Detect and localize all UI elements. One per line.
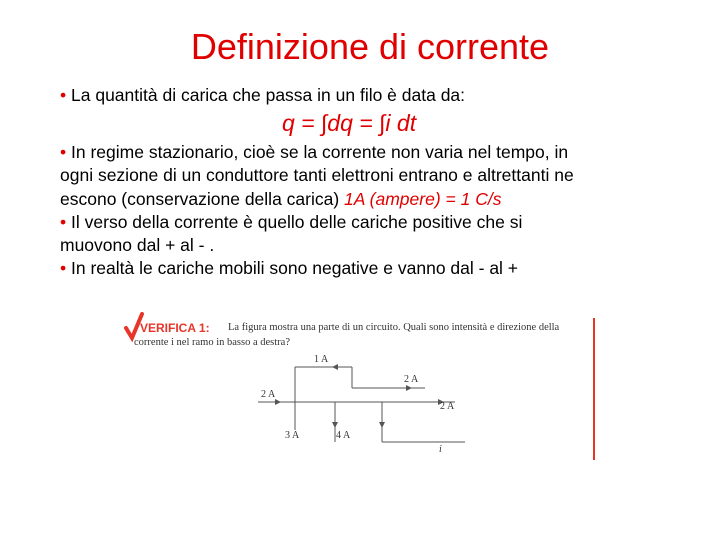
bullet-3-text-1: Il verso della corrente è quello delle cariche positive che si xyxy=(71,211,523,232)
bullet-marker: • xyxy=(60,85,67,105)
verifica-figure xyxy=(120,310,600,460)
label-3a: 3 A xyxy=(285,430,300,441)
question-line-2: corrente i nel ramo in basso a destra? xyxy=(134,337,290,348)
arrow-icon xyxy=(275,399,281,405)
label-2a-upper: 2 A xyxy=(404,374,419,385)
bullet-marker: • xyxy=(60,211,67,232)
bullet-2-line-2: ogni sezione di un conduttore tanti elettroni entrano e altrettanti ne xyxy=(60,165,574,186)
bullet-marker: • xyxy=(60,142,67,162)
arrow-icon xyxy=(332,364,338,370)
label-1a: 1 A xyxy=(314,354,329,365)
bullet-2-text-3: escono (conservazione della carica) xyxy=(60,188,345,209)
ampere-definition: 1A (ampere) = 1 C/s xyxy=(344,188,502,209)
verifica-heading: VERIFICA 1: xyxy=(140,321,210,335)
question-line-1: La figura mostra una parte di un circuito. Quali sono intensità e direzione della xyxy=(228,322,560,333)
label-2a-right: 2 A xyxy=(440,401,455,412)
bullet-4-text: In realtà le cariche mobili sono negative e vanno dal - al + xyxy=(71,258,519,279)
bullet-list xyxy=(60,141,700,281)
circuit-diagram xyxy=(120,310,600,460)
label-i: i xyxy=(439,444,442,455)
bullet-3-line-1 xyxy=(60,211,700,234)
bullet-2-text-1: In regime stazionario, cioè se la corrente non varia nel tempo, in xyxy=(71,142,569,162)
arrow-icon xyxy=(379,422,385,428)
arrow-icon xyxy=(406,385,412,391)
arrow-icon xyxy=(332,422,338,428)
label-4a: 4 A xyxy=(336,430,351,441)
bullet-1 xyxy=(60,84,465,107)
bullet-3-line-2: muovono dal + al - . xyxy=(60,235,215,256)
current-formula: q = ∫dq = ∫i dt xyxy=(282,110,417,136)
bullet-2-line-3 xyxy=(60,188,700,211)
bullet-4-line xyxy=(60,257,700,280)
slide-title: Definizione di corrente xyxy=(190,26,550,67)
bullet-2-line-1 xyxy=(60,141,700,164)
label-2a-left: 2 A xyxy=(261,389,276,400)
bullet-marker: • xyxy=(60,258,67,279)
bullet-1-text: La quantità di carica che passa in un filo è data da: xyxy=(71,85,466,105)
